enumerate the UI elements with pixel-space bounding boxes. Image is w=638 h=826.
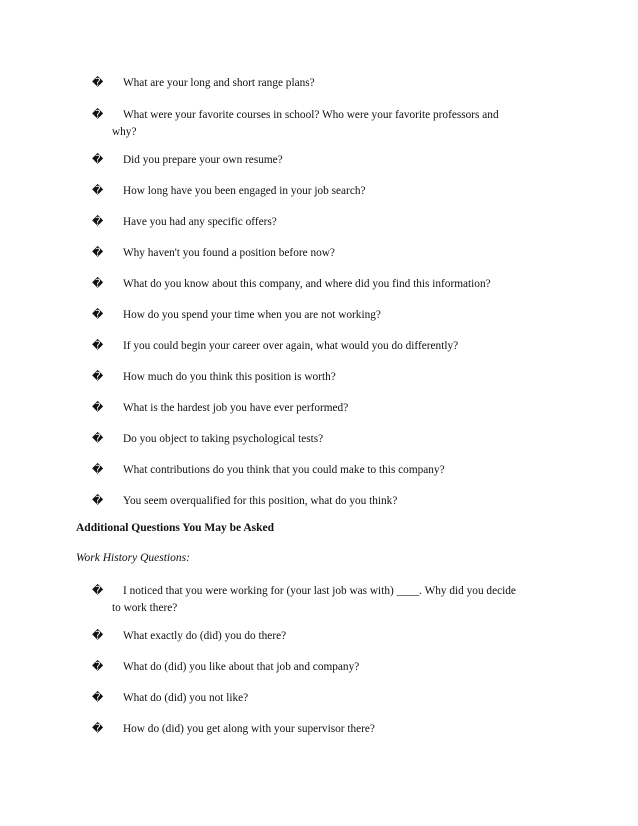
list-item xyxy=(92,106,562,141)
bullet-icon: � xyxy=(92,660,104,673)
bullet-icon: � xyxy=(92,370,104,383)
list-item-text: What is the hardest job you have ever performed? xyxy=(123,402,349,414)
list-item-text-continued: to work there? xyxy=(112,602,178,614)
list-item xyxy=(92,74,562,92)
list-item xyxy=(92,182,562,200)
bullet-icon: � xyxy=(92,463,104,476)
bullet-icon: � xyxy=(92,584,104,597)
bullet-icon: � xyxy=(92,246,104,259)
bullet-icon: � xyxy=(92,76,104,89)
list-item xyxy=(92,627,562,645)
list-item-text: Have you had any specific offers? xyxy=(123,216,277,228)
bullet-icon: � xyxy=(92,494,104,507)
list-item xyxy=(92,244,562,262)
list-item-text: What do (did) you not like? xyxy=(123,692,249,704)
list-item-text: How do (did) you get along with your supervisor there? xyxy=(123,723,375,735)
list-item xyxy=(92,658,562,676)
list-item xyxy=(92,213,562,231)
list-item xyxy=(92,720,562,738)
list-item xyxy=(92,368,562,386)
section-heading: Additional Questions You May be Asked xyxy=(76,522,274,534)
list-item xyxy=(92,275,562,293)
list-item xyxy=(92,582,562,617)
bullet-icon: � xyxy=(92,153,104,166)
list-item-text: What were your favorite courses in school? Who were your favorite professors and xyxy=(123,109,499,121)
list-item-text: What contributions do you think that you could make to this company? xyxy=(123,464,445,476)
list-item xyxy=(92,151,562,169)
list-item-text: I noticed that you were working for (your last job was with) ____. Why did you decide xyxy=(123,585,516,597)
list-item xyxy=(92,399,562,417)
list-item xyxy=(92,306,562,324)
list-item-text-continued: why? xyxy=(112,126,137,138)
list-item-text: What are your long and short range plans? xyxy=(123,77,315,89)
bullet-icon: � xyxy=(92,401,104,414)
list-item-text: What do (did) you like about that job and company? xyxy=(123,661,360,673)
list-item-text: What do you know about this company, and where did you find this information? xyxy=(123,278,491,290)
bullet-icon: � xyxy=(92,184,104,197)
bullet-icon: � xyxy=(92,722,104,735)
bullet-icon: � xyxy=(92,215,104,228)
bullet-icon: � xyxy=(92,339,104,352)
list-item-text: What exactly do (did) you do there? xyxy=(123,630,287,642)
list-item xyxy=(92,492,562,510)
list-item xyxy=(92,430,562,448)
list-item xyxy=(92,689,562,707)
list-item xyxy=(92,461,562,479)
bullet-icon: � xyxy=(92,108,104,121)
list-item-text: How do you spend your time when you are not working? xyxy=(123,309,381,321)
bullet-icon: � xyxy=(92,277,104,290)
list-item-text: How much do you think this position is worth? xyxy=(123,371,336,383)
section-subheading: Work History Questions: xyxy=(76,552,190,564)
list-item-text: If you could begin your career over again, what would you do differently? xyxy=(123,340,459,352)
list-item-text: Why haven't you found a position before now? xyxy=(123,247,335,259)
list-item-text: Did you prepare your own resume? xyxy=(123,154,283,166)
bullet-icon: � xyxy=(92,629,104,642)
bullet-icon: � xyxy=(92,691,104,704)
list-item-text: Do you object to taking psychological tests? xyxy=(123,433,324,445)
list-item-text: You seem overqualified for this position, what do you think? xyxy=(123,495,398,507)
list-item xyxy=(92,337,562,355)
list-item-text: How long have you been engaged in your job search? xyxy=(123,185,366,197)
bullet-icon: � xyxy=(92,308,104,321)
bullet-icon: � xyxy=(92,432,104,445)
